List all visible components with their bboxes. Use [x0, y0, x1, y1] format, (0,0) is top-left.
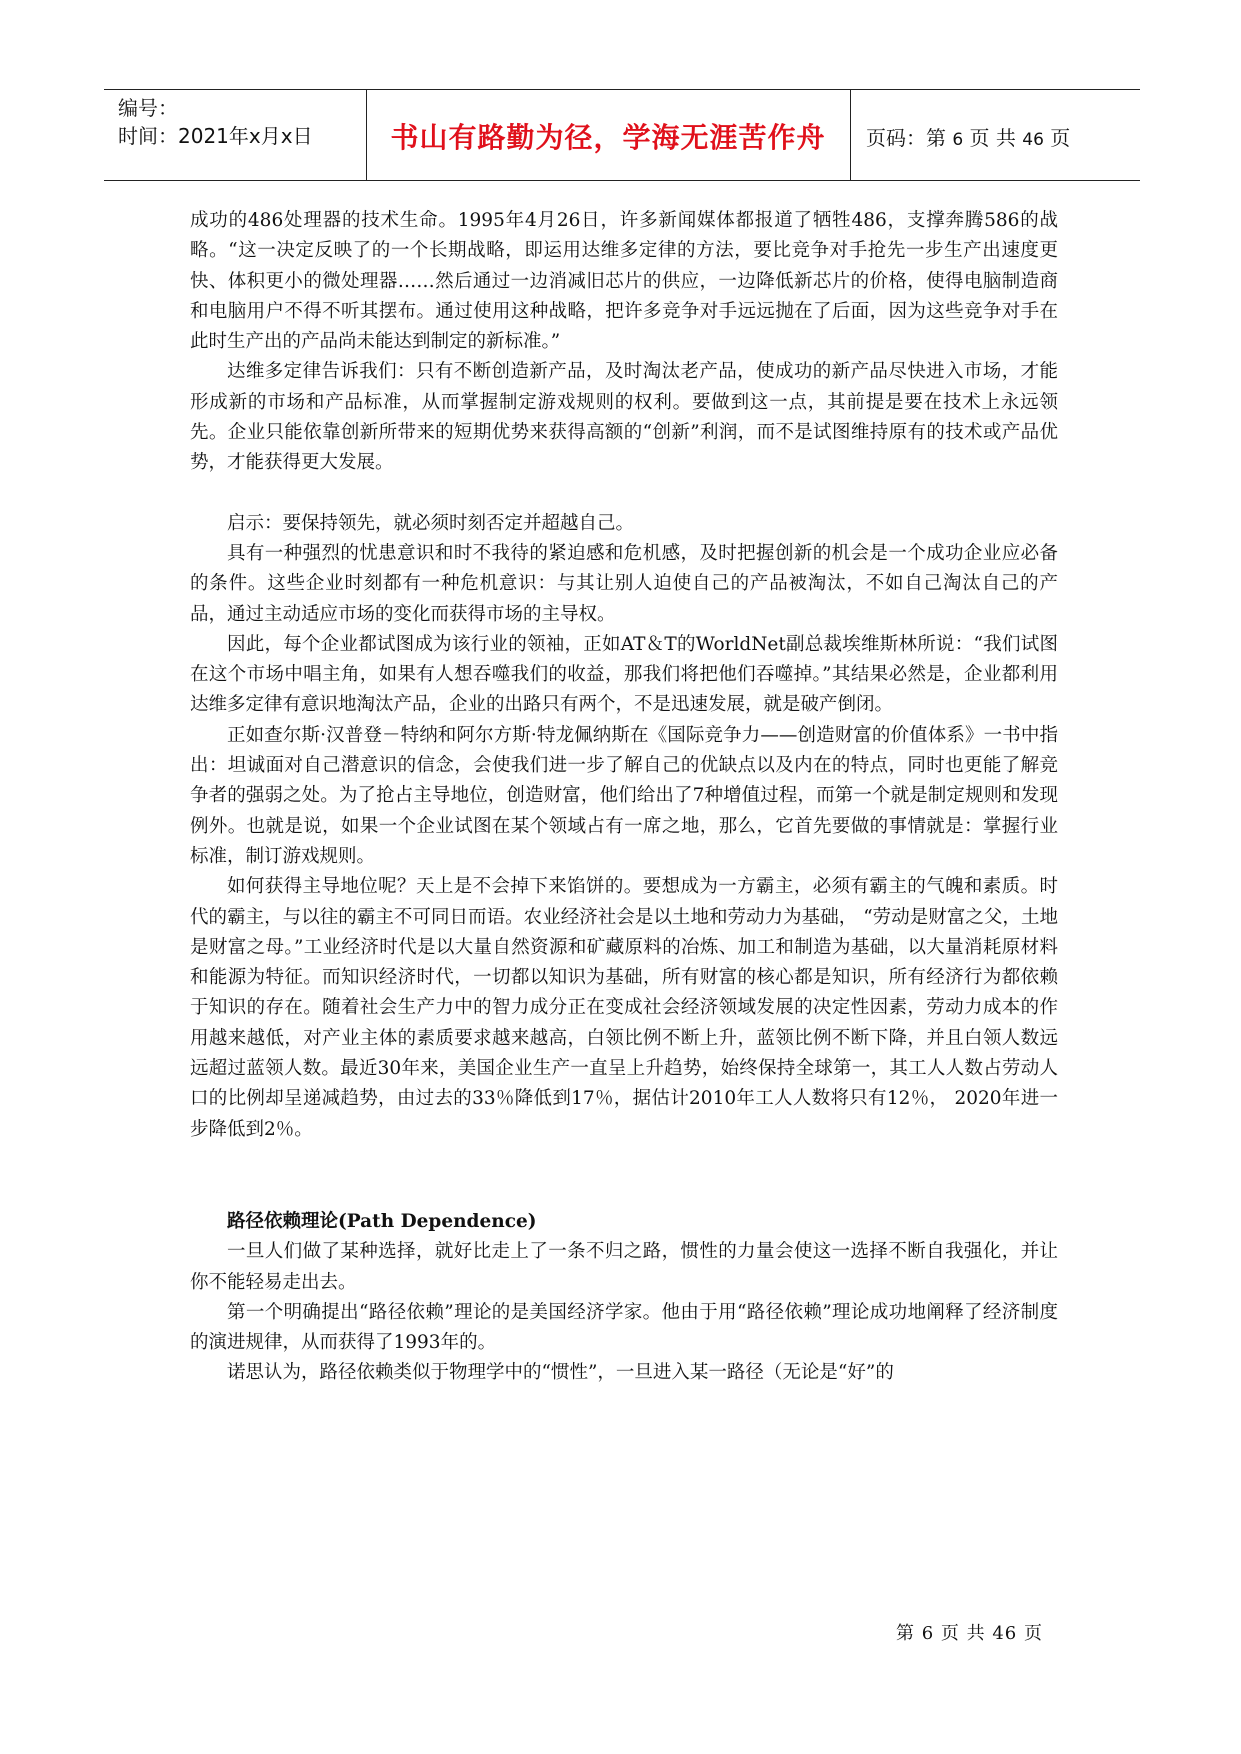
header-divider — [850, 90, 851, 180]
paragraph: 具有一种强烈的忧患意识和时不我待的紧迫感和危机感，及时把握创新的机会是一个成功企业应必备的条件。这些企业时刻都有一种危机意识：与其让别人迫使自己的产品被淘汰，不如自己淘汰自己的产品，通过主动适应市场的变化而获得市场的主导权。 — [190, 542, 1058, 625]
paragraph: 成功的486处理器的技术生命。1995年4月26日，许多新闻媒体都报道了牺牲486，支撑奔腾586的战略。“这一决定反映了的一个长期战略，即运用达维多定律的方法，要比竞争对手抢先一步生产出速度更快、体积更小的微处理器……然后通过一边消减旧芯片的供应，一边降低新芯片的价格，使得电脑制造商和电脑用户不得不听其摆布。通过使用这种战略，把许多竞争对手远远抛在了后面，因为这些竞争对手在此时生产出的产品尚未能达到制定的新标准。” — [190, 210, 1058, 353]
header-page-number — [866, 122, 1070, 151]
document-body — [190, 206, 1058, 1389]
paragraph: 第一个明确提出“路径依赖”理论的是美国经济学家。他由于用“路径依赖”理论成功地阐释了经济制度的演进规律，从而获得了1993年的。 — [190, 1301, 1058, 1354]
page-prefix: 页码：第 — [866, 126, 946, 150]
page-footer: 第 6 页 共 46 页 — [896, 1623, 1043, 1644]
header-meta — [118, 94, 313, 150]
paragraph: 如何获得主导地位呢？天上是不会掉下来馅饼的。要想成为一方霸主，必须有霸主的气魄和素质。时代的霸主，与以往的霸主不可同日而语。农业经济社会是以土地和劳动力为基础， “劳动是财富之父，土地是财富之母。”工业经济时代是以大量自然资源和矿藏原料的冶炼、加工和制造为基础，以大量消耗原材料和能源为特征。而知识经济时代，一切都以知识为基础，所有财富的核心都是知识，所有经济行为都依赖于知识的存在。随着社会生产力中的智力成分正在变成社会经济领域发展的决定性因素，劳动力成本的作用越来越低，对产业主体的素质要求越来越高，白领比例不断上升，蓝领比例不断下降，并且白领人数远远超过蓝领人数。最近30年来，美国企业生产一直呈上升趋势，始终保持全球第一，其工人人数占劳动人口的比例却呈递减趋势，由过去的33％降低到17％，据估计2010年工人人数将只有12％， 2020年进一步降低到2％。 — [190, 876, 1058, 1140]
paragraph: 一旦人们做了某种选择，就好比走上了一条不归之路，惯性的力量会使这一选择不断自我强化，并让你不能轻易走出去。 — [190, 1241, 1058, 1293]
spacer — [190, 1145, 1058, 1207]
page-mid: 页 共 — [969, 126, 1016, 150]
time-label: 时间：2021年x月x日 — [118, 124, 313, 148]
page-total: 46 — [1022, 130, 1044, 150]
paragraph: 正如查尔斯·汉普登－特纳和阿尔方斯·特龙佩纳斯在《国际竞争力——创造财富的价值体系》一书中指出：坦诚面对自己潜意识的信念，会使我们进一步了解自己的优缺点以及内在的特点，同时也更能了解竞争者的强弱之处。为了抢占主导地位，创造财富，他们给出了7种增值过程，而第一个就是制定规则和发现例外。也就是说，如果一个企业试图在某个领域占有一席之地，那么，它首先要做的事情就是：掌握行业标准，制订游戏规则。 — [190, 724, 1058, 867]
paragraph: 因此，每个企业都试图成为该行业的领袖，正如AT＆T的WorldNet副总裁埃维斯林所说：“我们试图在这个市场中唱主角，如果有人想吞噬我们的收益，那我们将把他们吞噬掉。”其结果必然是，企业都利用达维多定律有意识地淘汰产品，企业的出路只有两个，不是迅速发展，就是破产倒闭。 — [190, 633, 1058, 716]
page-header — [104, 89, 1140, 181]
header-motto: 书山有路勤为径，学海无涯苦作舟 — [390, 121, 826, 154]
paragraph: 启示：要保持领先，就必须时刻否定并超越自己。 — [227, 512, 635, 534]
section-heading: 路径依赖理论(Path Dependence) — [227, 1210, 537, 1232]
spacer — [190, 479, 1058, 509]
page-current: 6 — [952, 130, 964, 150]
paragraph: 诺思认为，路径依赖类似于物理学中的“惯性”，一旦进入某一路径（无论是“好”的 — [227, 1362, 894, 1384]
serial-number-label: 编号： — [118, 96, 178, 120]
paragraph: 达维多定律告诉我们：只有不断创造新产品，及时淘汰老产品，使成功的新产品尽快进入市场，才能形成新的市场和产品标准，从而掌握制定游戏规则的权利。要做到这一点，其前提是要在技术上永远领先。企业只能依靠创新所带来的短期优势来获得高额的“创新”利润，而不是试图维持原有的技术或产品优势，才能获得更大发展。 — [190, 361, 1058, 474]
page-suffix: 页 — [1050, 126, 1071, 150]
